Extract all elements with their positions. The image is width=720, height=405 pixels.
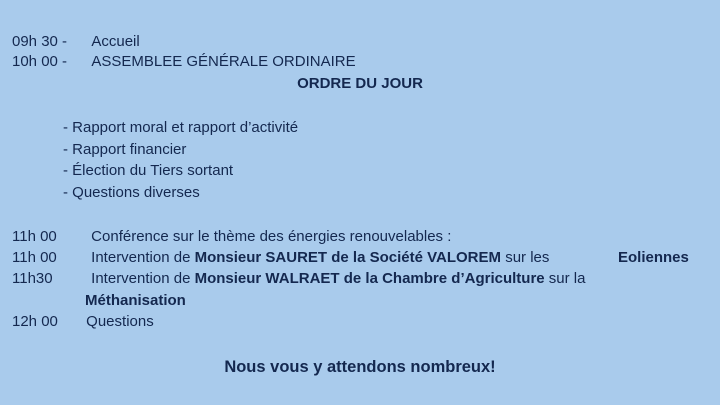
schedule-time: 11h30 bbox=[12, 270, 53, 287]
schedule-label: Accueil bbox=[91, 33, 140, 50]
agenda-item: - Élection du Tiers sortant bbox=[63, 162, 234, 179]
schedule-row-assemblee bbox=[12, 53, 356, 71]
agenda-item: - Questions diverses bbox=[63, 184, 200, 201]
schedule-time: 09h 30 - bbox=[12, 33, 68, 50]
schedule-time: 10h 00 - bbox=[12, 53, 68, 70]
closing-message: Nous vous y attendons nombreux! bbox=[224, 358, 496, 376]
schedule-time: 11h 00 bbox=[12, 249, 57, 266]
agenda-title: ORDRE DU JOUR bbox=[297, 75, 423, 92]
schedule-row-accueil bbox=[12, 33, 140, 51]
schedule-label: ASSEMBLEE GÉNÉRALE ORDINAIRE bbox=[91, 53, 356, 70]
schedule-row-questions bbox=[12, 313, 154, 331]
agenda-item: - Rapport financier bbox=[63, 141, 187, 158]
speaker-name: Monsieur WALRAET de la Chambre d’Agriculture bbox=[194, 270, 545, 287]
topic-eoliennes: Eoliennes bbox=[618, 249, 689, 266]
schedule-label: Questions bbox=[86, 313, 154, 330]
schedule-label: Conférence sur le thème des énergies renouvelables : bbox=[91, 228, 452, 245]
schedule-intro: Intervention de bbox=[91, 270, 195, 287]
schedule-connector: sur les bbox=[501, 249, 550, 266]
speaker-name: Monsieur SAURET de la Société VALOREM bbox=[194, 249, 502, 266]
schedule-intro: Intervention de bbox=[91, 249, 195, 266]
schedule-row-sauret bbox=[12, 249, 549, 267]
agenda-item: - Rapport moral et rapport d’activité bbox=[63, 119, 299, 136]
schedule-time: 11h 00 bbox=[12, 228, 57, 245]
schedule-row-conference bbox=[12, 228, 451, 246]
topic-methanisation: Méthanisation bbox=[85, 292, 186, 309]
schedule-time: 12h 00 bbox=[12, 313, 58, 330]
schedule-row-walraet bbox=[12, 270, 585, 288]
schedule-connector: sur la bbox=[544, 270, 586, 287]
